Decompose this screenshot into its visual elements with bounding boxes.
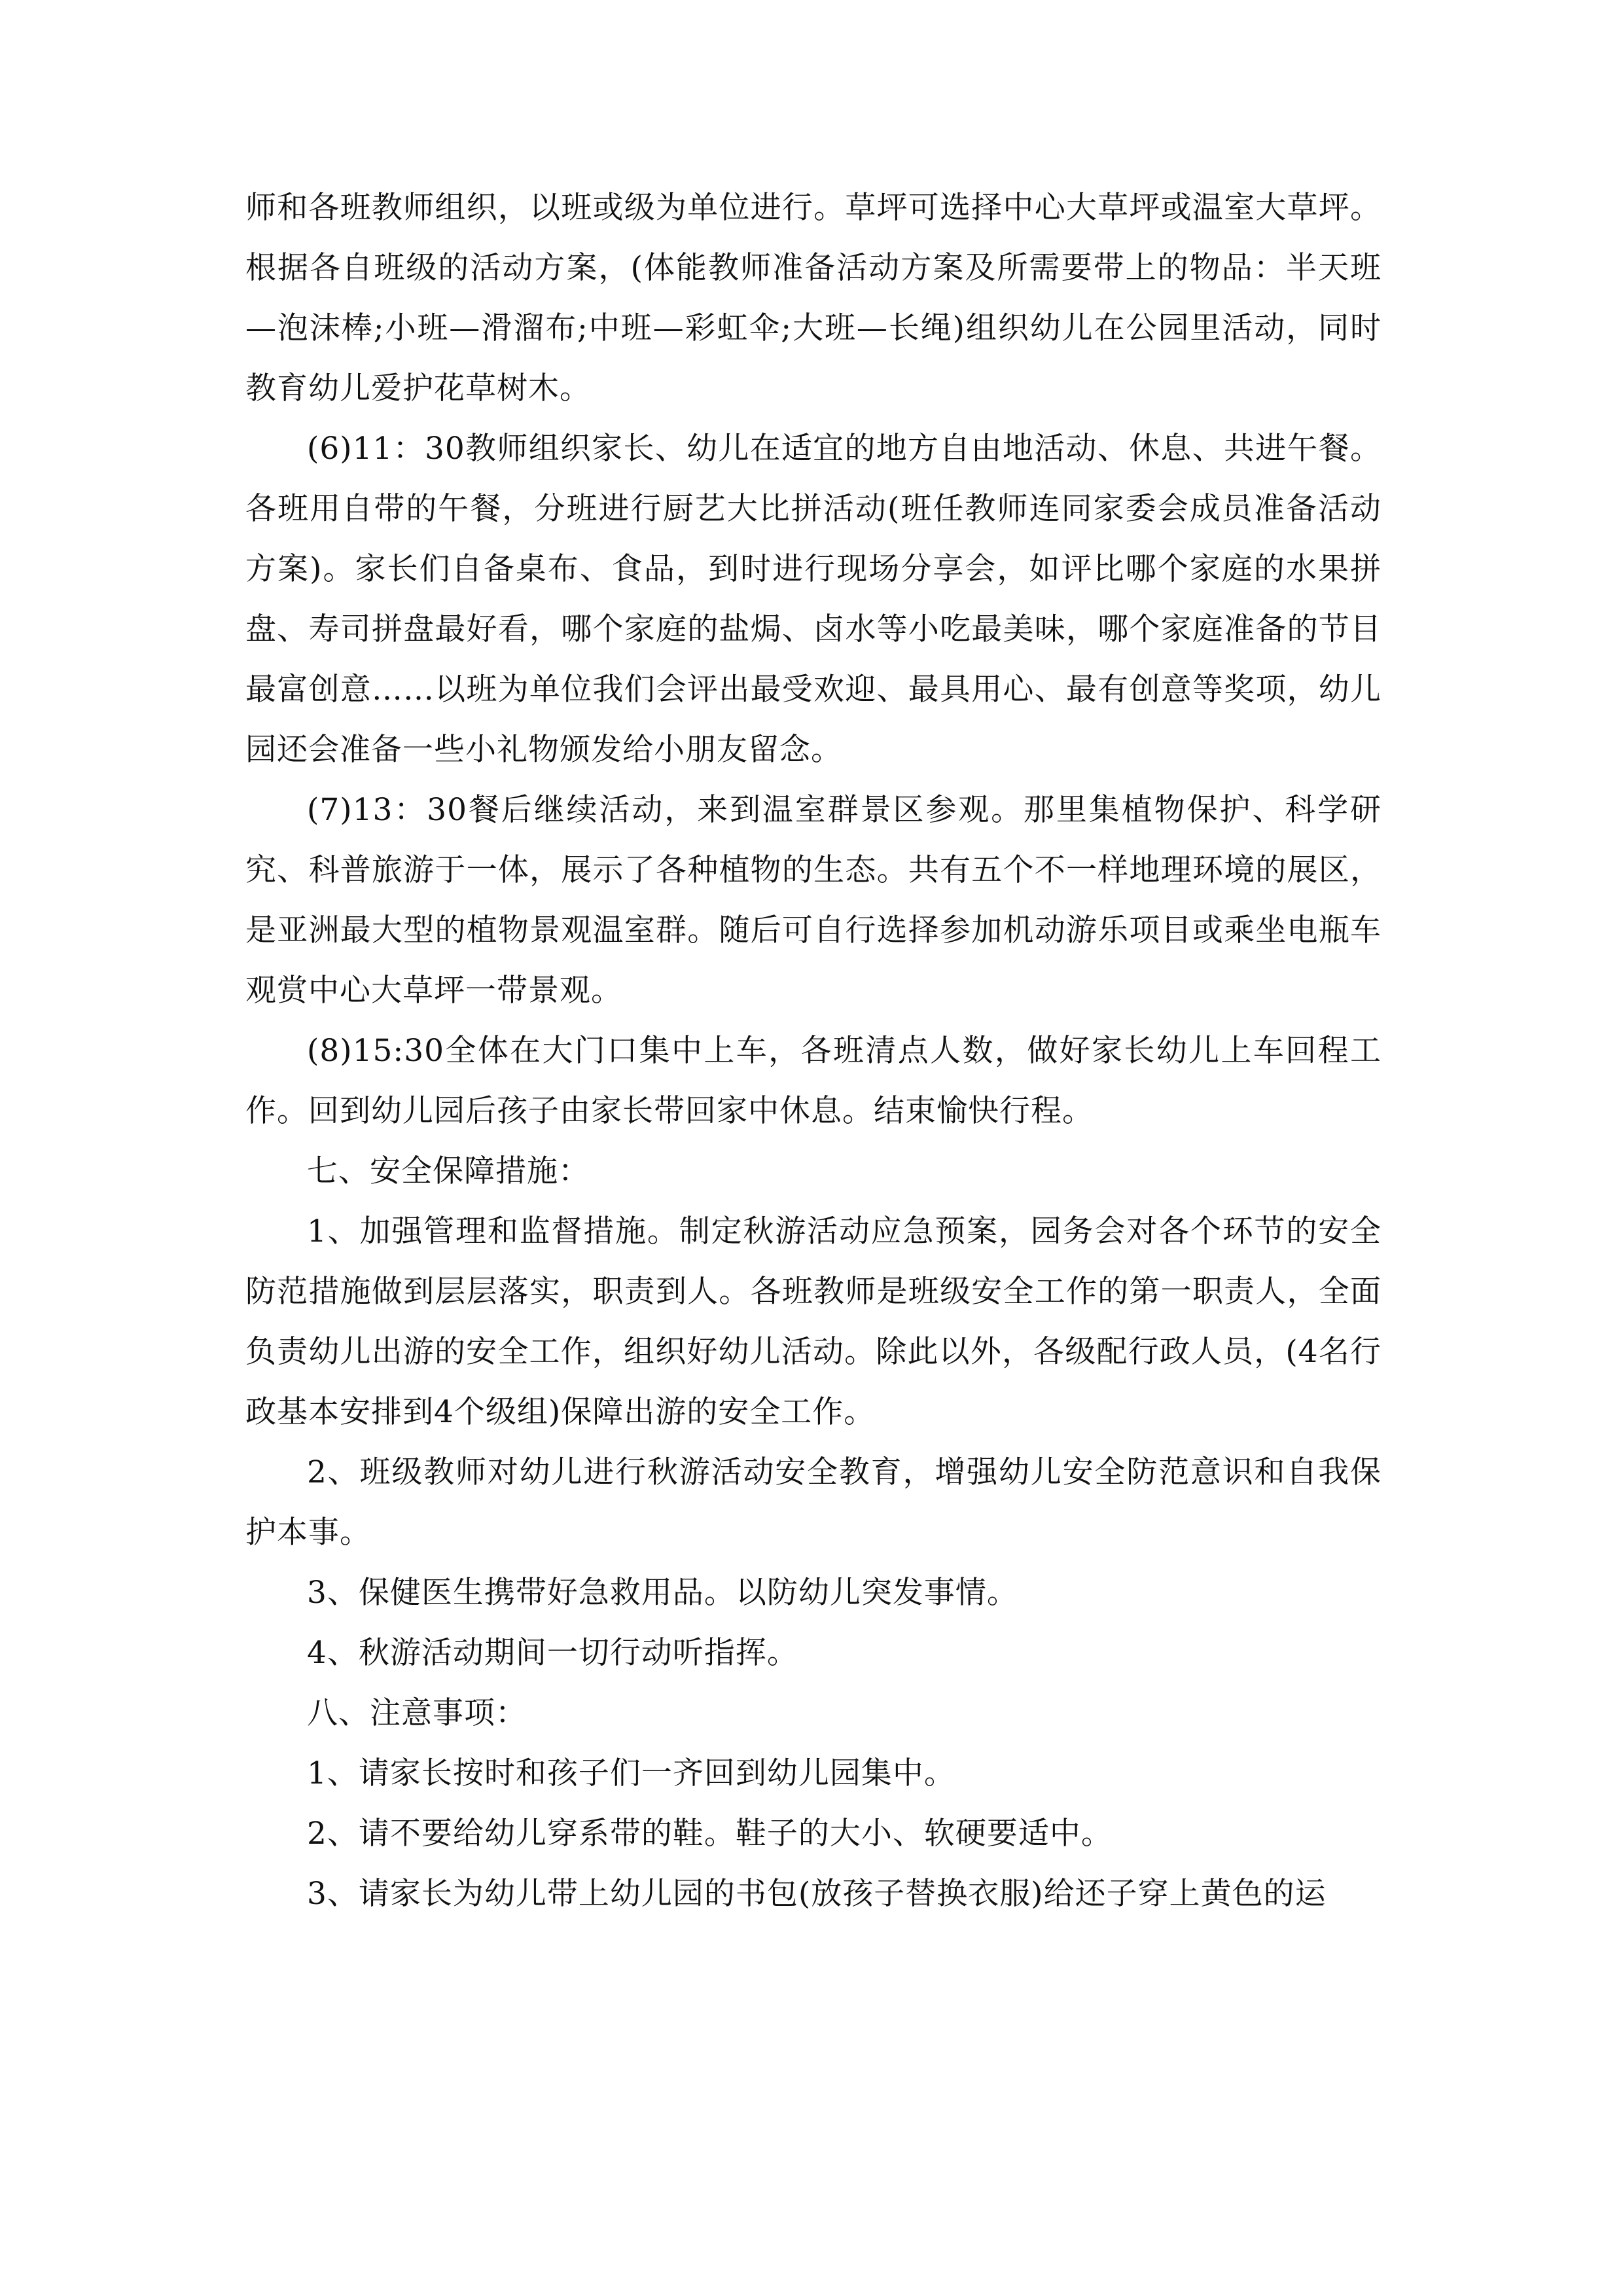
paragraph-safety-4: 4、秋游活动期间一切行动听指挥。 bbox=[307, 1635, 798, 1671]
paragraph-safety-1: 1、加强管理和监督措施。制定秋游活动应急预案，园务会对各个环节的安全防范措施做到层层落实，职责到人。各班教师是班级安全工作的第一职责人，全面负责幼儿出游的安全工作，组织好幼儿活动。除此以外，各级配行政人员，(4名行政基本安排到4个级组)保障出游的安全工作。 bbox=[245, 1213, 1382, 1430]
paragraph-continuation: 师和各班教师组织，以班或级为单位进行。草坪可选择中心大草坪或温室大草坪。根据各自班级的活动方案，(体能教师准备活动方案及所需要带上的物品：半天班—泡沫棒;小班—滑溜布;中班—彩虹伞;大班—长绳)组织幼儿在公园里活动，同时教育幼儿爱护花草树木。 bbox=[245, 190, 1382, 406]
paragraph-safety-2: 2、班级教师对幼儿进行秋游活动安全教育，增强幼儿安全防范意识和自我保护本事。 bbox=[245, 1454, 1382, 1551]
section-heading-notice: 八、注意事项： bbox=[307, 1695, 527, 1731]
paragraph-item-6: (6)11：30教师组织家长、幼儿在适宜的地方自由地活动、休息、共进午餐。各班用自带的午餐，分班进行厨艺大比拼活动(班任教师连同家委会成员准备活动方案)。家长们自备桌布、食品，到时进行现场分享会，如评比哪个家庭的水果拼盘、寿司拼盘最好看，哪个家庭的盐焗、卤水等小吃最美味，哪个家庭准备的节目最富创意……以班为单位我们会评出最受欢迎、最具用心、最有创意等奖项，幼儿园还会准备一些小礼物颁发给小朋友留念。 bbox=[245, 431, 1382, 768]
paragraph-notice-1: 1、请家长按时和孩子们一齐回到幼儿园集中。 bbox=[307, 1755, 955, 1791]
paragraph-notice-3: 3、请家长为幼儿带上幼儿园的书包(放孩子替换衣服)给还子穿上黄色的运 bbox=[307, 1876, 1327, 1912]
paragraph-item-8: (8)15:30全体在大门口集中上车，各班清点人数，做好家长幼儿上车回程工作。回到幼儿园后孩子由家长带回家中休息。结束愉快行程。 bbox=[245, 1033, 1382, 1129]
paragraph-safety-3: 3、保健医生携带好急救用品。以防幼儿突发事情。 bbox=[307, 1575, 1018, 1611]
paragraph-notice-2: 2、请不要给幼儿穿系带的鞋。鞋子的大小、软硬要适中。 bbox=[307, 1816, 1113, 1852]
section-heading-safety: 七、安全保障措施： bbox=[307, 1153, 590, 1189]
paragraph-item-7: (7)13：30餐后继续活动，来到温室群景区参观。那里集植物保护、科学研究、科普旅游于一体，展示了各种植物的生态。共有五个不一样地理环境的展区，是亚洲最大型的植物景观温室群。随后可自行选择参加机动游乐项目或乘坐电瓶车观赏中心大草坪一带景观。 bbox=[245, 792, 1382, 1009]
document-body bbox=[245, 178, 1382, 1924]
